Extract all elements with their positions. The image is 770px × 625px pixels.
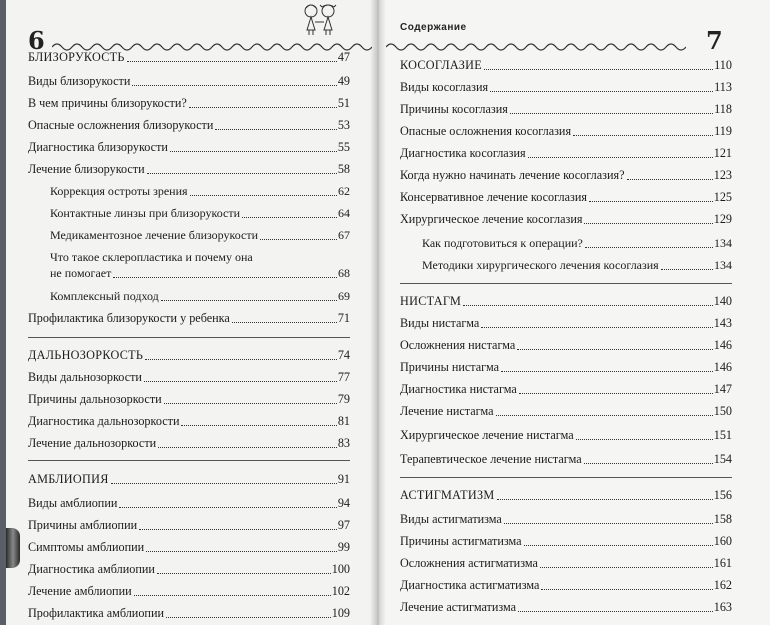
dot-leader [161, 300, 337, 301]
toc-entry [400, 600, 732, 615]
toc-entry-title: АМБЛИОПИЯ [28, 472, 109, 486]
dot-leader [147, 173, 337, 174]
toc-entry-page-number: 140 [713, 294, 732, 308]
toc-entry [400, 338, 732, 353]
toc-entry-title: Консервативное лечение косоглазия [400, 190, 587, 204]
dot-leader [134, 595, 331, 596]
page-header-title: Содержание [400, 22, 467, 33]
pen-object [6, 528, 20, 568]
toc-entry [400, 168, 732, 183]
toc-entry-title: Диагностика амблиопии [28, 562, 155, 576]
dot-leader [501, 371, 713, 372]
toc-entry [400, 212, 732, 227]
toc-entry [28, 584, 350, 599]
toc-entry [50, 289, 350, 304]
toc-entry-title: КОСОГЛАЗИЕ [400, 58, 482, 72]
toc-entry [50, 228, 350, 243]
toc-entry-page-number: 99 [337, 540, 350, 554]
toc-entry-title: Методики хирургического лечения косоглазия [422, 258, 659, 272]
dot-leader [573, 135, 713, 136]
toc-entry-title: Как подготовиться к операции? [422, 236, 583, 250]
toc-entry-page-number: 47 [337, 50, 350, 64]
dot-leader [190, 195, 337, 196]
toc-entry-title: Лечение близорукости [28, 162, 145, 176]
book-gutter [370, 0, 386, 625]
dot-leader [111, 483, 337, 484]
toc-entry-page-number: 113 [714, 80, 732, 94]
dot-leader [589, 201, 713, 202]
dot-leader [524, 545, 713, 546]
toc-entry [50, 184, 350, 199]
toc-entry-title: Контактные линзы при близорукости [50, 206, 240, 220]
dot-leader [661, 269, 713, 270]
toc-chapter-entry [400, 58, 732, 73]
toc-entry-title: Медикаментозное лечение близорукости [50, 228, 259, 242]
dot-leader [139, 529, 337, 530]
section-divider [28, 460, 350, 461]
dot-leader [540, 567, 713, 568]
toc-entry-page-number: 53 [337, 118, 350, 132]
toc-entry-title: Коррекция остроты зрения [50, 184, 188, 198]
toc-entry [422, 258, 732, 273]
dot-leader [119, 507, 336, 508]
dot-leader [490, 91, 713, 92]
toc-entry [28, 118, 350, 133]
toc-entry-title: Комплексный подход [50, 289, 159, 303]
toc-entry [400, 556, 732, 571]
left-page-number: 6 [28, 26, 45, 55]
toc-entry-page-number: 125 [713, 190, 732, 204]
left-page [6, 0, 378, 625]
dot-leader [132, 85, 336, 86]
toc-entry-page-number: 150 [713, 404, 732, 418]
dot-leader [541, 589, 712, 590]
toc-entry [50, 206, 350, 221]
dot-leader [584, 223, 712, 224]
dot-leader [164, 403, 337, 404]
toc-entry-title: Профилактика амблиопии [28, 606, 164, 620]
toc-entry-page-number: 146 [713, 338, 732, 352]
toc-entry-title: Виды астигматизма [400, 512, 502, 526]
toc-entry-page-number: 102 [331, 584, 350, 598]
toc-entry-title: Диагностика косоглазия [400, 146, 526, 160]
toc-entry [400, 190, 732, 205]
toc-entry [28, 96, 350, 111]
dot-leader [127, 61, 337, 62]
dot-leader [585, 247, 713, 248]
toc-entry-title: Причины нистагма [400, 360, 500, 374]
toc-entry [400, 124, 732, 139]
toc-entry-title: Виды нистагма [400, 316, 480, 330]
dot-leader [496, 415, 713, 416]
toc-entry-title: Причины амблиопии [28, 518, 138, 532]
toc-entry [28, 562, 350, 577]
dot-leader [576, 439, 713, 440]
toc-entry [28, 392, 350, 407]
toc-entry-title: В чем причины близорукости? [28, 96, 187, 110]
toc-entry-title: Хирургическое лечение нистагма [400, 428, 574, 442]
toc-entry-page-number: 79 [337, 392, 350, 406]
dot-leader [215, 129, 336, 130]
toc-entry [422, 236, 732, 251]
toc-entry-page-number: 74 [337, 348, 350, 362]
toc-entry-title: Когда нужно начинать лечение косоглазия? [400, 168, 625, 182]
toc-entry-title: Виды близорукости [28, 74, 131, 88]
toc-entry-page-number: 129 [713, 212, 732, 226]
toc-entry-title: Профилактика близорукости у ребенка [28, 311, 230, 325]
toc-entry-title: Лечение нистагма [400, 404, 494, 418]
toc-entry-page-number: 83 [337, 436, 350, 450]
dot-leader [517, 349, 712, 350]
toc-entry [400, 534, 732, 549]
toc-entry-title: Виды косоглазия [400, 80, 489, 94]
toc-entry-page-number: 161 [713, 556, 732, 570]
toc-entry [28, 518, 350, 533]
dot-leader [463, 305, 713, 306]
toc-entry-page-number: 91 [337, 472, 350, 486]
right-page [378, 0, 770, 625]
dot-leader [627, 179, 713, 180]
toc-entry [28, 140, 350, 155]
dot-leader [504, 523, 713, 524]
toc-entry-title: Диагностика нистагма [400, 382, 517, 396]
section-divider [400, 477, 732, 478]
dot-leader [158, 447, 337, 448]
dot-leader [510, 113, 713, 114]
toc-entry-title: Лечение астигматизма [400, 600, 517, 614]
dot-leader [144, 381, 337, 382]
toc-entry-title: Диагностика дальнозоркости [28, 414, 180, 428]
toc-chapter-entry [400, 488, 732, 503]
toc-entry-title: Виды дальнозоркости [28, 370, 142, 384]
toc-entry [400, 512, 732, 527]
toc-entry [400, 316, 732, 331]
toc-entry [400, 452, 732, 467]
toc-entry-page-number: 69 [338, 289, 350, 303]
toc-chapter-entry [28, 472, 350, 487]
toc-chapter-entry [28, 348, 350, 363]
toc-entry-title: Осложнения астигматизма [400, 556, 538, 570]
toc-entry-title: Хирургическое лечение косоглазия [400, 212, 583, 226]
toc-entry-page-number: 51 [337, 96, 350, 110]
toc-entry [28, 370, 350, 385]
dot-leader [189, 107, 337, 108]
toc-entry-page-number: 94 [337, 496, 350, 510]
toc-entry-page-number: 154 [713, 452, 732, 466]
toc-entry-page-number: 71 [337, 311, 350, 325]
dot-leader [260, 239, 337, 240]
toc-entry-page-number: 64 [338, 206, 350, 220]
toc-entry [28, 311, 350, 326]
dot-leader [481, 327, 712, 328]
toc-entry-page-number: 68 [338, 266, 350, 280]
toc-entry [28, 162, 350, 177]
toc-entry-page-number: 118 [714, 102, 732, 116]
dot-leader [181, 425, 336, 426]
dot-leader [170, 151, 337, 152]
toc-entry-title: Симптомы амблиопии [28, 540, 145, 554]
toc-entry-page-number: 156 [713, 488, 732, 502]
toc-entry-page-number: 134 [714, 236, 732, 250]
toc-entry-page-number: 67 [338, 228, 350, 242]
toc-entry [28, 436, 350, 451]
toc-entry-title: БЛИЗОРУКОСТЬ [28, 50, 125, 64]
toc-entry-page-number: 123 [713, 168, 732, 182]
toc-entry-page-number: 49 [337, 74, 350, 88]
toc-entry-title: Диагностика близорукости [28, 140, 168, 154]
dot-leader [166, 617, 331, 618]
dot-leader [157, 573, 331, 574]
toc-entry [28, 496, 350, 511]
toc-entry-page-number: 143 [713, 316, 732, 330]
toc-entry [400, 80, 732, 95]
toc-entry-page-number: 158 [713, 512, 732, 526]
toc-entry [400, 578, 732, 593]
toc-entry-title: Виды амблиопии [28, 496, 118, 510]
toc-entry-title: Причины косоглазия [400, 102, 508, 116]
dot-leader [145, 359, 337, 360]
toc-entry [28, 414, 350, 429]
toc-entry [400, 404, 732, 419]
dot-leader [242, 217, 337, 218]
toc-entry [50, 266, 350, 281]
toc-entry-page-number: 146 [713, 360, 732, 374]
dot-leader [584, 463, 713, 464]
toc-entry-title: Диагностика астигматизма [400, 578, 540, 592]
dot-leader [113, 277, 337, 278]
dot-leader [484, 69, 713, 70]
toc-entry-page-number: 134 [714, 258, 732, 272]
section-divider [28, 337, 350, 338]
toc-entry-page-number: 100 [331, 562, 350, 576]
toc-entry [28, 606, 350, 621]
dot-leader [518, 611, 713, 612]
dot-leader [146, 551, 337, 552]
toc-entry-page-number: 119 [714, 124, 732, 138]
toc-chapter-entry [400, 294, 732, 309]
toc-entry [400, 382, 732, 397]
toc-entry [400, 428, 732, 443]
toc-entry-page-number: 121 [713, 146, 732, 160]
toc-entry-page-number: 163 [713, 600, 732, 614]
children-illustration-icon [298, 2, 342, 36]
toc-entry-page-number: 110 [714, 58, 732, 72]
toc-entry-page-number: 147 [713, 382, 732, 396]
toc-entry-page-number: 55 [337, 140, 350, 154]
toc-entry [400, 360, 732, 375]
toc-entry-title: Причины дальнозоркости [28, 392, 162, 406]
wavy-rule [386, 40, 686, 54]
toc-entry-title: ДАЛЬНОЗОРКОСТЬ [28, 348, 144, 362]
toc-chapter-entry [28, 50, 350, 65]
toc-entry [28, 74, 350, 89]
dot-leader [528, 157, 713, 158]
toc-entry-title: Что такое склеропластика и почему она [50, 250, 253, 264]
toc-entry [400, 102, 732, 117]
toc-entry [50, 250, 350, 265]
toc-entry-title: не помогает [50, 266, 112, 280]
dot-leader [232, 322, 337, 323]
toc-entry [28, 540, 350, 555]
toc-entry-page-number: 160 [713, 534, 732, 548]
toc-entry-page-number: 77 [337, 370, 350, 384]
section-divider [400, 283, 732, 284]
toc-entry-page-number: 97 [337, 518, 350, 532]
right-page-number: 7 [706, 26, 723, 55]
dot-leader [519, 393, 713, 394]
toc-entry-page-number: 109 [331, 606, 350, 620]
toc-entry-page-number: 151 [713, 428, 732, 442]
toc-entry-title: Причины астигматизма [400, 534, 522, 548]
toc-entry-page-number: 162 [713, 578, 732, 592]
toc-entry-title: Лечение амблиопии [28, 584, 132, 598]
toc-entry-title: Терапевтическое лечение нистагма [400, 452, 582, 466]
toc-entry [400, 146, 732, 161]
toc-entry-title: Осложнения нистагма [400, 338, 516, 352]
toc-entry-title: АСТИГМАТИЗМ [400, 488, 495, 502]
toc-entry-page-number: 62 [338, 184, 350, 198]
dot-leader [497, 499, 713, 500]
toc-entry-title: Опасные осложнения косоглазия [400, 124, 572, 138]
toc-entry-page-number: 81 [337, 414, 350, 428]
toc-entry-title: Лечение дальнозоркости [28, 436, 157, 450]
toc-entry-title: НИСТАГМ [400, 294, 462, 308]
toc-entry-title: Опасные осложнения близорукости [28, 118, 214, 132]
toc-entry-page-number: 58 [337, 162, 350, 176]
